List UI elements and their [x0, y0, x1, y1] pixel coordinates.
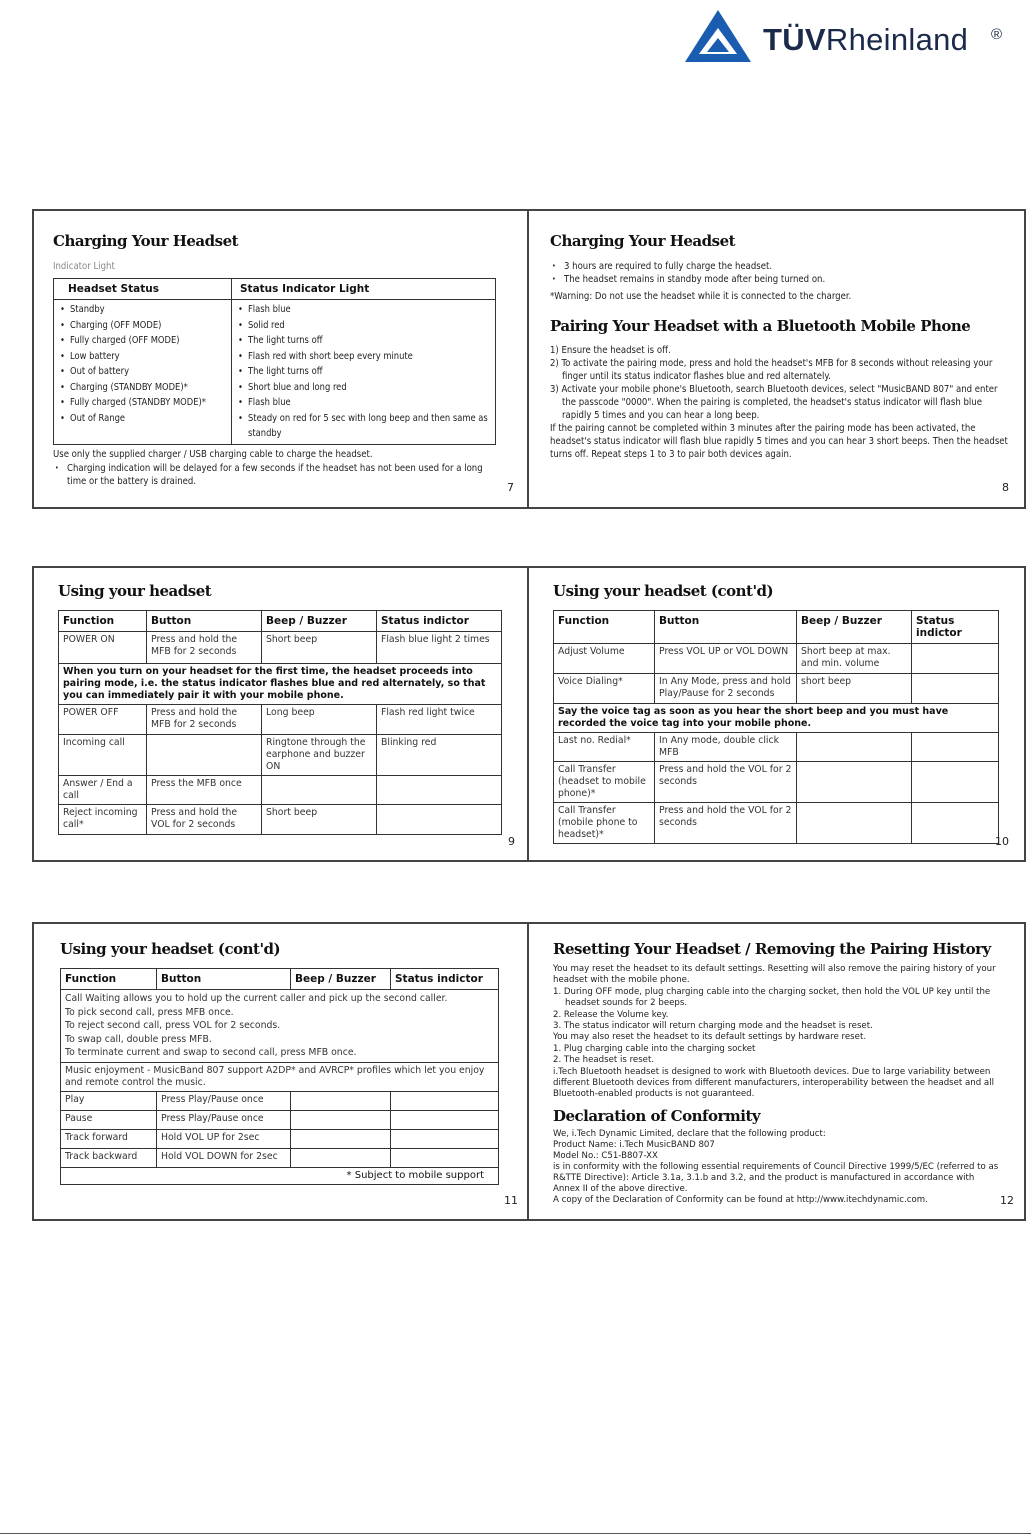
triangle-logo-icon — [683, 8, 753, 64]
tuv-rheinland-logo — [683, 8, 1023, 68]
page-10 — [553, 582, 1003, 840]
page-title: Using your headset (cont'd) — [60, 940, 281, 958]
column-header: Function — [61, 969, 157, 990]
paragraph: You may reset the headset to its default settings. Resetting will also remove the pairing history of your headset with the mobile phone. — [553, 964, 996, 986]
section-title: Declaration of Conformity — [553, 1106, 761, 1125]
call-waiting-cell: Call Waiting allows you to hold up the current caller and pick up the second caller. To pick second call, press MFB once. To reject second call, press VOL for 2 seconds. To swap call, double press MFB. To terminate current and swap to second call, press MFB once. — [61, 990, 499, 1063]
light-item: • Flash blue — [236, 302, 491, 318]
light-item: • Flash blue — [236, 395, 491, 411]
page-11 — [60, 940, 505, 1202]
table-row: Last no. Redial* In Any mode, double click MFB — [554, 733, 999, 762]
table-row: Voice Dialing* In Any Mode, press and hold Play/Pause for 2 seconds short beep — [554, 674, 999, 704]
table-row — [61, 990, 499, 1063]
column-header: Status indictor — [377, 611, 502, 632]
status-item: • Fully charged (STANDBY MODE)* — [58, 395, 227, 411]
page-12 — [553, 940, 1003, 1212]
table-row: Adjust Volume Press VOL UP or VOL DOWN Short beep at max. and min. volume — [554, 644, 999, 674]
table-row: POWER OFF Press and hold the MFB for 2 seconds Long beep Flash red light twice — [59, 705, 502, 735]
divider — [1024, 209, 1026, 509]
divider — [527, 566, 529, 862]
table-row: POWER ON Press and hold the MFB for 2 seconds Short beep Flash blue light 2 times — [59, 632, 502, 664]
paragraph: A copy of the Declaration of Conformity can be found at http://www.itechdynamic.com. — [553, 1194, 928, 1205]
section-subtitle: Indicator Light — [53, 261, 115, 272]
page-number: 12 — [1000, 1194, 1014, 1207]
column-header: Status indictor — [391, 969, 499, 990]
divider — [32, 566, 1026, 568]
column-header: Button — [157, 969, 291, 990]
functions-table — [60, 968, 499, 1185]
list-item: 1. During OFF mode, plug charging cable into the charging socket, then hold the VOL UP key until the headset sounds for 2 beeps. — [553, 986, 991, 1009]
column-header: Status indictor — [912, 611, 999, 644]
divider — [32, 566, 34, 862]
music-cell: Music enjoyment - MusicBand 807 support A2DP* and AVRCP* profiles which let you enjoy and remote control the music. — [61, 1062, 499, 1091]
table-row: Call Transfer (headset to mobile phone)* Press and hold the VOL for 2 seconds — [554, 762, 999, 803]
column-header: Button — [147, 611, 262, 632]
table-row: Reject incoming call* Press and hold the VOL for 2 seconds Short beep — [59, 805, 502, 835]
divider — [32, 922, 1026, 924]
table-row — [61, 1062, 499, 1091]
column-header: Status Indicator Light — [232, 279, 496, 300]
status-item: • Out of battery — [58, 364, 227, 380]
light-list — [232, 300, 496, 445]
divider — [32, 507, 1026, 509]
indicator-table — [53, 278, 496, 445]
table-row — [61, 1167, 499, 1184]
divider — [32, 209, 1026, 211]
functions-table — [553, 610, 999, 844]
table-row — [59, 664, 502, 705]
page-7 — [53, 232, 518, 502]
light-item: • Short blue and long red — [236, 380, 491, 396]
paragraph: Product Name: i.Tech MusicBAND 807 — [553, 1139, 715, 1150]
table-row: Call Transfer (mobile phone to headset)* Press and hold the VOL for 2 seconds — [554, 803, 999, 844]
page-title: Charging Your Headset — [53, 232, 239, 250]
list-item: • Charging indication will be delayed for a few seconds if the headset has not been used for a long time or the battery is drained. — [53, 462, 498, 488]
divider — [527, 209, 529, 509]
light-item: • Solid red — [236, 318, 491, 334]
list-item: 3) Activate your mobile phone's Bluetooth, search Bluetooth devices, select "MusicBAND 807" and enter the passcode "0000". When the pairing is completed, the headset's status indicator will flash blue rapidly 5 times and you can hear a long beep. — [550, 384, 998, 421]
status-item: • Charging (STANDBY MODE)* — [58, 380, 227, 396]
paragraph: You may also reset the headset to its default settings by hardware reset. — [553, 1032, 867, 1043]
list-item: • The headset remains in standby mode after being turned on. — [550, 273, 1010, 286]
light-item: • Steady on red for 5 sec with long beep and then same as standby — [236, 411, 491, 442]
table-row: Answer / End a call Press the MFB once — [59, 776, 502, 805]
divider — [32, 209, 34, 509]
functions-table — [58, 610, 502, 835]
page-title: Using your headset — [58, 582, 212, 600]
table-row: Track forward Hold VOL UP for 2sec — [61, 1129, 499, 1148]
registered-mark: ® — [991, 26, 1003, 43]
logo-wordmark: TÜVRheinland — [763, 22, 969, 57]
page-8 — [550, 232, 1010, 502]
divider — [32, 922, 34, 1221]
charger-note: Use only the supplied charger / USB charging cable to charge the headset. — [53, 448, 373, 460]
divider — [32, 1219, 1026, 1221]
column-header: Beep / Buzzer — [262, 611, 377, 632]
page-number: 10 — [995, 835, 1009, 848]
status-item: • Out of Range — [58, 411, 227, 427]
page-number: 11 — [504, 1194, 518, 1207]
column-header: Beep / Buzzer — [291, 969, 391, 990]
page-title: Charging Your Headset — [550, 232, 736, 250]
paragraph: We, i.Tech Dynamic Limited, declare that the following product: — [553, 1128, 826, 1139]
bottom-rule — [0, 1533, 1031, 1534]
list-item: 2. Release the Volume key. — [553, 1009, 669, 1020]
list-item: 1. Plug charging cable into the charging socket — [553, 1043, 756, 1054]
status-item: • Charging (OFF MODE) — [58, 318, 227, 334]
column-header: Function — [59, 611, 147, 632]
column-header: Button — [655, 611, 797, 644]
list-item: 1) Ensure the headset is off. — [550, 345, 671, 356]
list-item: 2) To activate the pairing mode, press and hold the headset's MFB for 8 seconds without releasing your finger until its status indicator flashes blue and red alternately. — [550, 358, 993, 382]
paragraph: is in conformity with the following essential requirements of Council Directive 1999/5/EC (referred to as R&TTE Directive): Article 3.1a, 3.1.b and 3.2, and the product is manufactured in accordance with Annex II of the above directive. — [553, 1161, 999, 1194]
status-item: • Fully charged (OFF MODE) — [58, 333, 227, 349]
list-item: • 3 hours are required to fully charge the headset. — [550, 260, 1010, 273]
paragraph: If the pairing cannot be completed within 3 minutes after the pairing mode has been activated, the headset's status indicator will flash blue rapidly 5 times and you can hear 3 short beeps. Then the headset turns off. Repeat steps 1 to 3 to pair both devices again. — [550, 423, 1008, 460]
list-item: 3. The status indicator will return charging mode and the headset is reset. — [553, 1021, 873, 1032]
note-row: When you turn on your headset for the first time, the headset proceeds into pairing mode, i.e. the status indicator flashes blue and red alternately, so that you can immediately pair it with your mobile phone. — [59, 664, 502, 705]
divider — [1024, 566, 1026, 862]
table-row: Pause Press Play/Pause once — [61, 1110, 499, 1129]
light-item: • The light turns off — [236, 364, 491, 380]
light-item: • Flash red with short beep every minute — [236, 349, 491, 365]
status-list — [54, 300, 232, 445]
table-row — [554, 704, 999, 733]
table-row: Incoming call Ringtone through the earphone and buzzer ON Blinking red — [59, 735, 502, 776]
status-item: • Low battery — [58, 349, 227, 365]
footnote: * Subject to mobile support — [61, 1167, 499, 1184]
light-item: • The light turns off — [236, 333, 491, 349]
divider — [1024, 922, 1026, 1221]
page-number: 7 — [507, 481, 514, 494]
column-header: Function — [554, 611, 655, 644]
warning-text: *Warning: Do not use the headset while it is connected to the charger. — [550, 291, 852, 302]
section-title: Pairing Your Headset with a Bluetooth Mobile Phone — [550, 317, 971, 335]
column-header: Headset Status — [54, 279, 232, 300]
page-title: Resetting Your Headset / Removing the Pairing History — [553, 940, 991, 958]
page-number: 8 — [1002, 481, 1009, 494]
page-number: 9 — [508, 835, 515, 848]
status-item: • Standby — [58, 302, 227, 318]
table-row: Track backward Hold VOL DOWN for 2sec — [61, 1148, 499, 1167]
paragraph: Model No.: C51-B807-XX — [553, 1150, 658, 1161]
divider — [32, 860, 1026, 862]
table-row: Play Press Play/Pause once — [61, 1091, 499, 1110]
page-9 — [58, 582, 506, 840]
paragraph: i.Tech Bluetooth headset is designed to work with Bluetooth devices. Due to large variability between different Bluetooth devices from different manufacturers, interoperability between the headset and all Bluetooth-enabled products is not guaranteed. — [553, 1066, 994, 1100]
list-item: 2. The headset is reset. — [553, 1055, 655, 1066]
note-row: Say the voice tag as soon as you hear the short beep and you must have recorded the voice tag into your mobile phone. — [554, 704, 999, 733]
page-title: Using your headset (cont'd) — [553, 582, 774, 600]
divider — [527, 922, 529, 1221]
column-header: Beep / Buzzer — [797, 611, 912, 644]
